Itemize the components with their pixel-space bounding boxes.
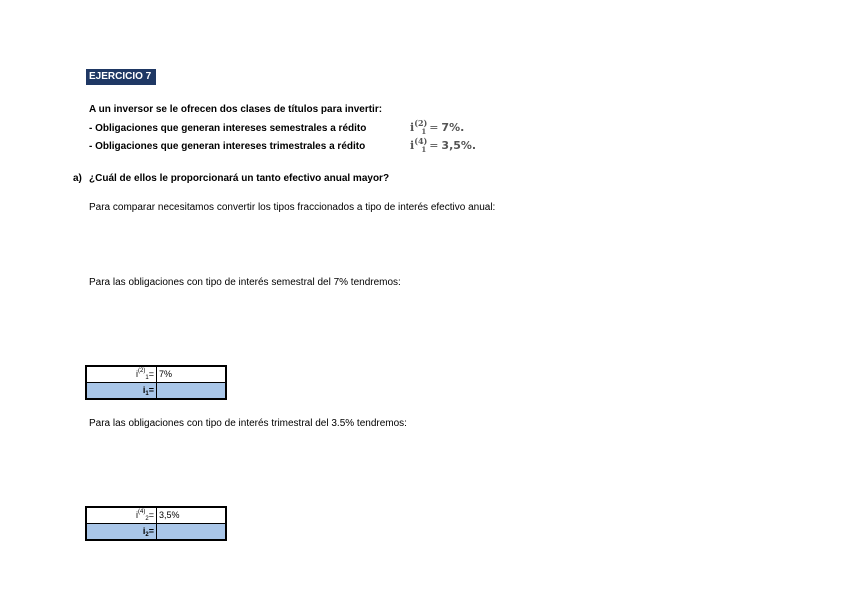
table-row	[86, 366, 226, 383]
formula-semestral	[410, 118, 465, 136]
semestral-text: Para las obligaciones con tipo de interés semestral del 7% tendremos:	[89, 277, 401, 288]
cell-value[interactable]: 7%	[157, 366, 227, 383]
intro-text: A un inversor se le ofrecen dos clases de títulos para invertir:	[89, 104, 383, 115]
formula-value: 7%.	[441, 121, 465, 134]
question-label: a)	[73, 173, 82, 184]
compare-text: Para comparar necesitamos convertir los tipos fraccionados a tipo de interés efectivo anual:	[89, 202, 496, 213]
formula-trimestral	[410, 136, 477, 154]
formula-equals: =	[429, 139, 439, 152]
formula-sub: 1	[421, 145, 427, 154]
cell-label: i2=	[86, 524, 157, 541]
cell-result[interactable]	[157, 383, 227, 400]
trimestral-text: Para las obligaciones con tipo de interés trimestral del 3.5% tendremos:	[89, 418, 407, 429]
cell-label: $i^{(4)}2=$	[86, 507, 157, 524]
trimestral-table	[85, 506, 227, 541]
cell-label: $i^{(2)}1=$	[86, 366, 157, 383]
formula-symbol: i	[410, 139, 415, 152]
cell-result[interactable]	[157, 524, 227, 541]
formula-sup: (4)	[414, 136, 428, 146]
option-trimestral-text: - Obligaciones que generan intereses trimestrales a rédito	[89, 141, 366, 152]
formula-symbol: i	[410, 121, 415, 134]
cell-value[interactable]: 3,5%	[157, 507, 227, 524]
table-row	[86, 507, 226, 524]
formula-equals: =	[429, 121, 439, 134]
option-semestral-text: - Obligaciones que generan intereses semestrales a rédito	[89, 123, 367, 134]
exercise-badge: EJERCICIO 7	[86, 69, 156, 85]
question-text: ¿Cuál de ellos le proporcionará un tanto efectivo anual mayor?	[89, 173, 390, 184]
table-row-result	[86, 383, 226, 400]
table-row-result	[86, 524, 226, 541]
formula-sub: 1	[421, 127, 427, 136]
formula-value: 3,5%.	[441, 139, 477, 152]
formula-sup: (2)	[414, 118, 428, 128]
semestral-table	[85, 365, 227, 400]
cell-label: i1=	[86, 383, 157, 400]
